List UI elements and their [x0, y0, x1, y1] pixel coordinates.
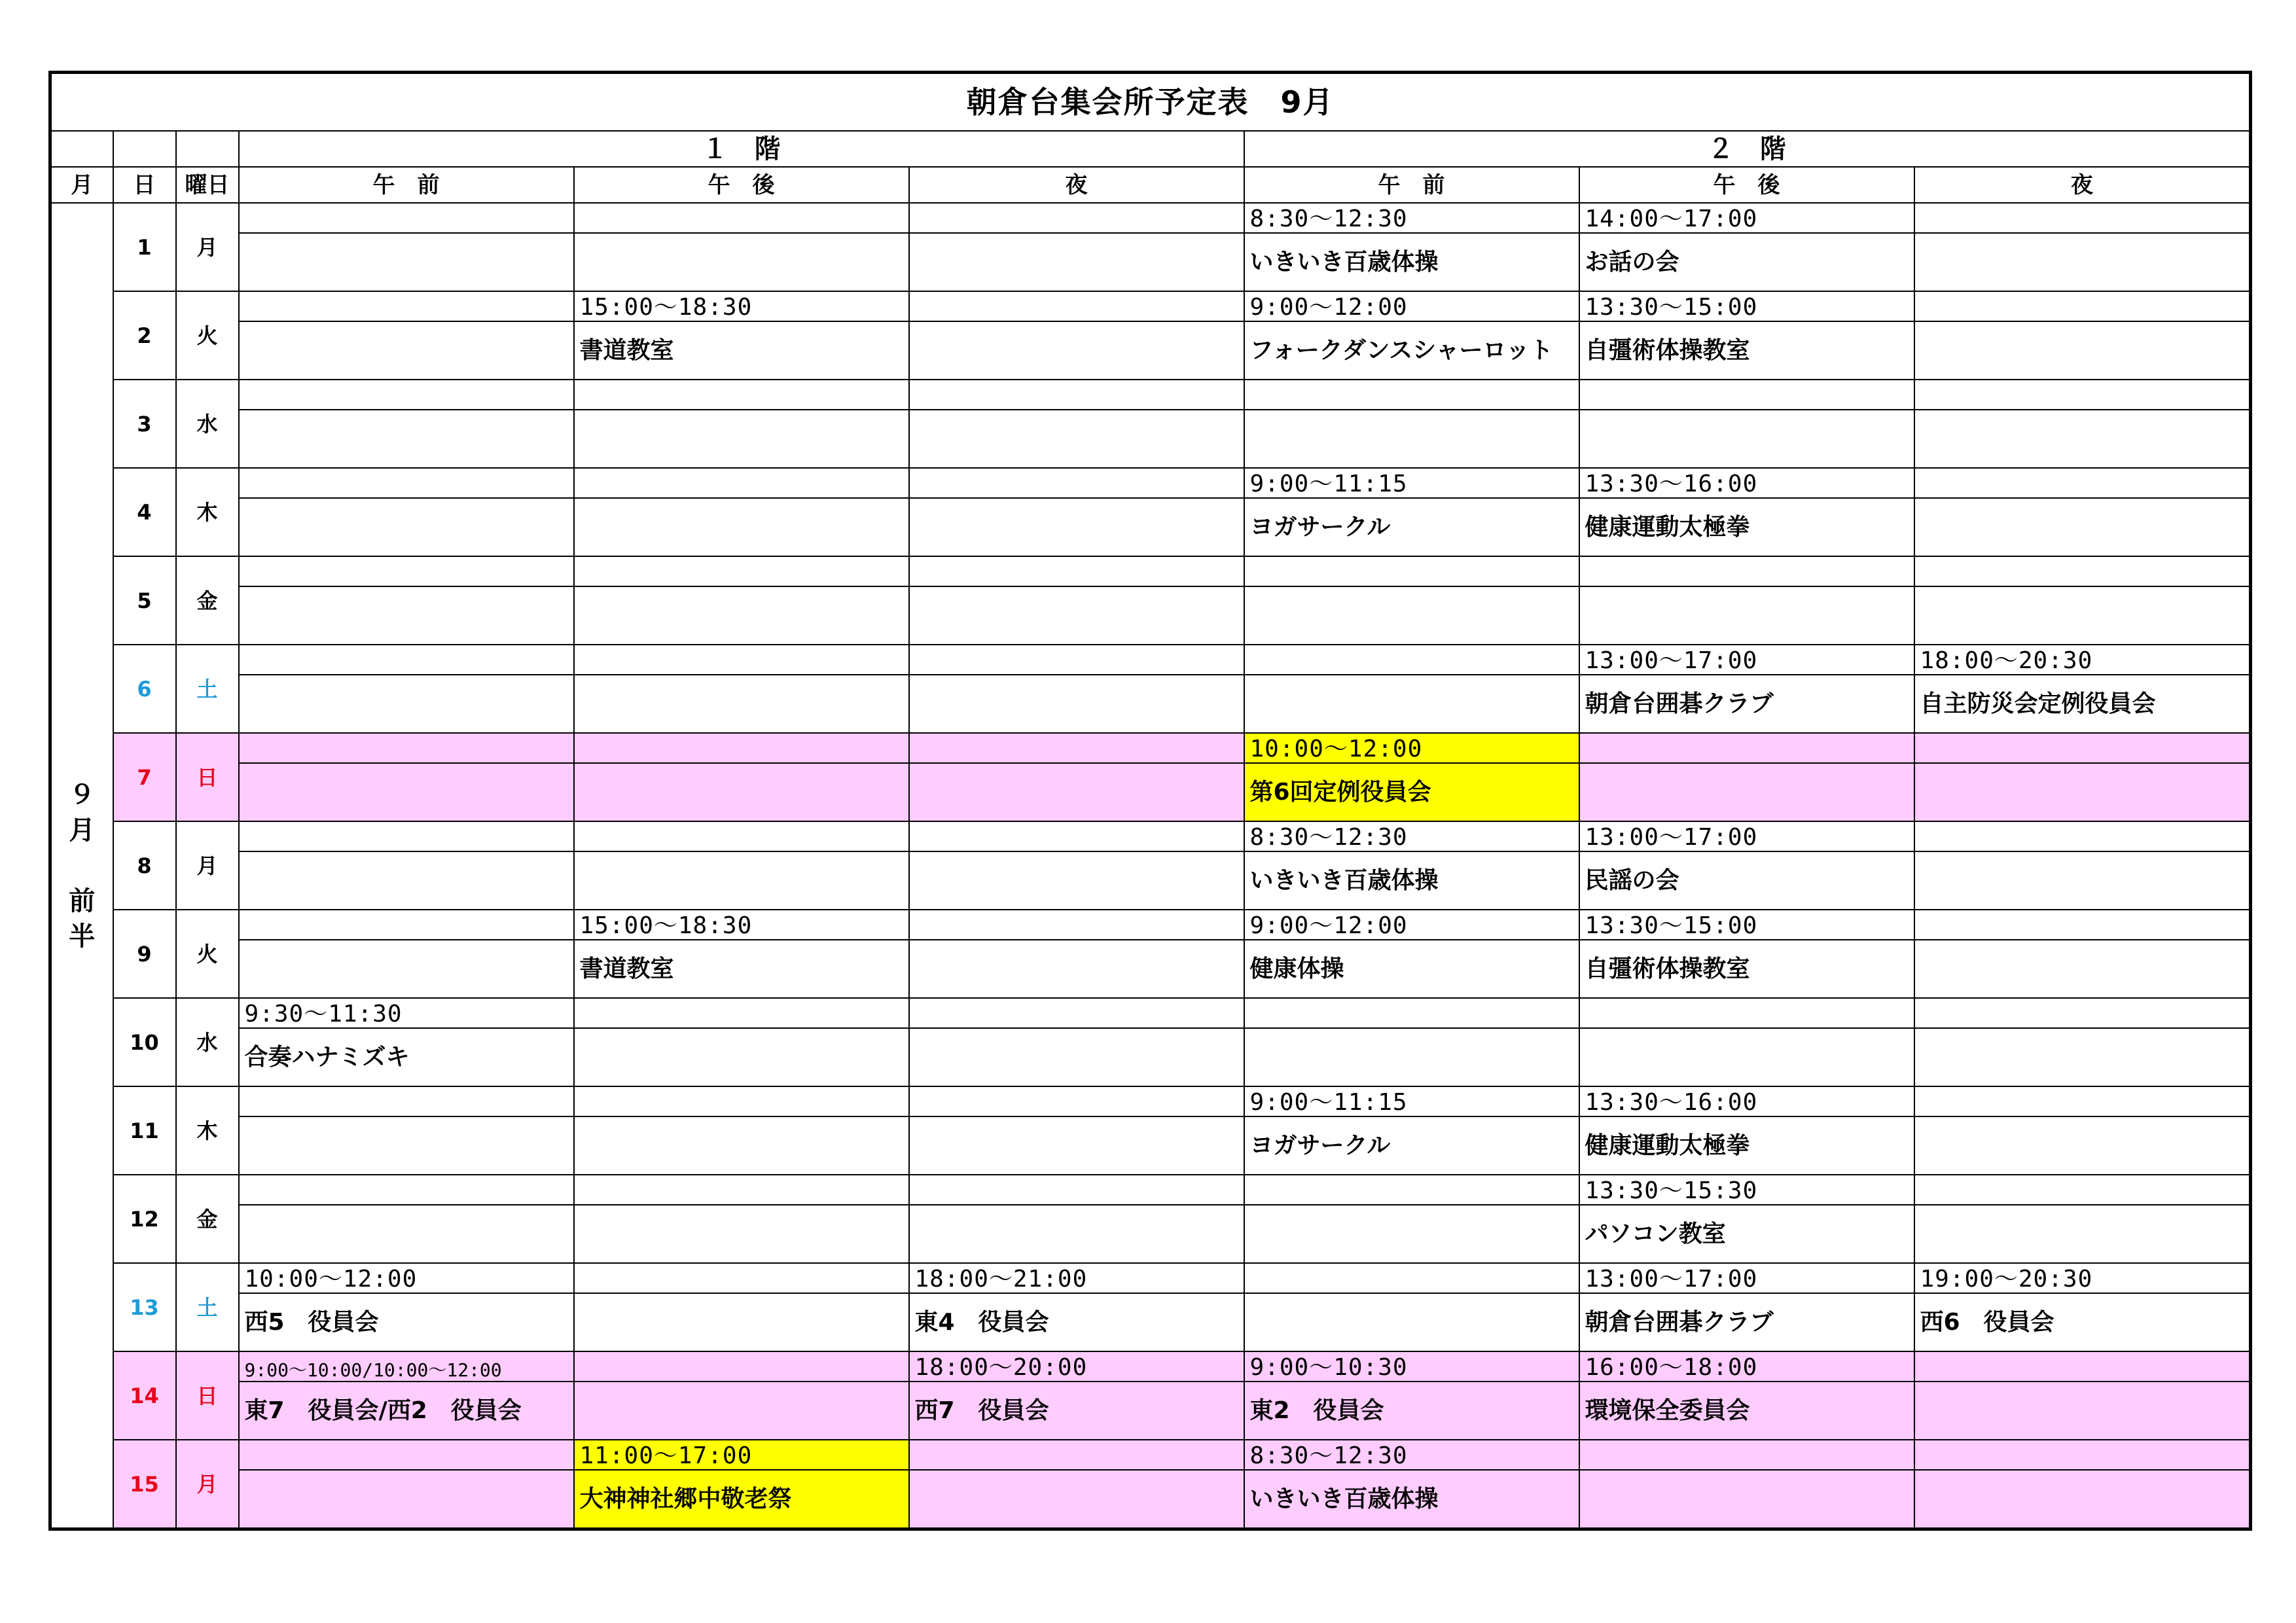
slot-1f-am-time — [239, 291, 574, 321]
slot-2f-pm-event — [1579, 763, 1914, 821]
slot-1f-night-time — [909, 998, 1244, 1028]
slot-2f-pm-time — [1579, 556, 1914, 586]
slot-1f-pm-event: 大神神社郷中敬老祭 — [574, 1470, 909, 1529]
day-row-event — [50, 586, 2251, 645]
slot-2f-night-time — [1914, 291, 2251, 321]
slot-2f-pm-time: 13:00～17:00 — [1579, 645, 1914, 675]
slot-1f-am-event — [239, 321, 574, 380]
slot-1f-am-event — [239, 498, 574, 556]
weekday-label: 土 — [176, 645, 239, 733]
slot-1f-am-event: 東7 役員会/西2 役員会 — [239, 1382, 574, 1440]
slot-2f-pm-time — [1579, 998, 1914, 1028]
slot-2f-night-time — [1914, 998, 2251, 1028]
slot-1f-am-time — [239, 1175, 574, 1205]
day-row-time — [50, 1175, 2251, 1205]
day-row-time — [50, 1440, 2251, 1470]
slot-1f-pm-time — [574, 645, 909, 675]
day-number: 14 — [113, 1351, 176, 1440]
slot-2f-pm-time — [1579, 1440, 1914, 1470]
slot-1f-night-event — [909, 410, 1244, 468]
slot-header-2f-pm: 午 後 — [1579, 167, 1914, 203]
page-title: 朝倉台集会所予定表 9月 — [50, 73, 2251, 132]
month-label: ９ 月 前 半 — [50, 203, 113, 1529]
slot-2f-night-event — [1914, 1470, 2251, 1529]
slot-1f-night-time — [909, 910, 1244, 940]
slot-1f-pm-event — [574, 1116, 909, 1175]
slot-2f-night-time — [1914, 468, 2251, 498]
day-number: 7 — [113, 733, 176, 821]
weekday-header: 曜日 — [176, 167, 239, 203]
slot-2f-night-event — [1914, 763, 2251, 821]
weekday-label: 金 — [176, 556, 239, 645]
slot-2f-am-event — [1244, 410, 1579, 468]
slot-1f-night-event — [909, 675, 1244, 733]
day-number: 10 — [113, 998, 176, 1086]
day-row-time — [50, 998, 2251, 1028]
day-row-time — [50, 556, 2251, 586]
slot-1f-night-event: 西7 役員会 — [909, 1382, 1244, 1440]
slot-2f-night-event — [1914, 851, 2251, 910]
day-row-time — [50, 1086, 2251, 1116]
weekday-label: 月 — [176, 1440, 239, 1529]
slot-1f-night-time — [909, 556, 1244, 586]
weekday-label: 水 — [176, 380, 239, 468]
slot-1f-night-event — [909, 321, 1244, 380]
slot-1f-night-event — [909, 763, 1244, 821]
slot-2f-am-time: 9:00～12:00 — [1244, 910, 1579, 940]
slot-2f-night-event — [1914, 498, 2251, 556]
slot-2f-am-time: 10:00～12:00 — [1244, 733, 1579, 763]
slot-2f-night-time — [1914, 733, 2251, 763]
slot-2f-am-time — [1244, 380, 1579, 410]
slot-2f-pm-event: 朝倉台囲碁クラブ — [1579, 1293, 1914, 1351]
blank-cell — [176, 131, 239, 167]
slot-1f-night-time — [909, 1440, 1244, 1470]
slot-2f-night-event — [1914, 233, 2251, 291]
day-row-time — [50, 468, 2251, 498]
slot-2f-night-event — [1914, 1116, 2251, 1175]
slot-2f-pm-event: 民謡の会 — [1579, 851, 1914, 910]
slot-2f-night-event — [1914, 586, 2251, 645]
day-row-time — [50, 203, 2251, 233]
day-row-event — [50, 1028, 2251, 1086]
slot-2f-pm-time — [1579, 380, 1914, 410]
slot-2f-night-event — [1914, 1205, 2251, 1263]
slot-2f-pm-event — [1579, 586, 1914, 645]
slot-2f-am-time: 9:00～11:15 — [1244, 468, 1579, 498]
slot-1f-am-time — [239, 1086, 574, 1116]
day-row-event — [50, 410, 2251, 468]
slot-2f-pm-event: 環境保全委員会 — [1579, 1382, 1914, 1440]
slot-1f-night-time — [909, 733, 1244, 763]
slot-1f-pm-time — [574, 556, 909, 586]
slot-2f-pm-event: 健康運動太極拳 — [1579, 1116, 1914, 1175]
slot-1f-pm-time: 15:00～18:30 — [574, 291, 909, 321]
slot-1f-am-event: 西5 役員会 — [239, 1293, 574, 1351]
slot-2f-pm-event — [1579, 1470, 1914, 1529]
slot-2f-am-time: 8:30～12:30 — [1244, 203, 1579, 233]
slot-2f-am-time: 9:00～10:30 — [1244, 1351, 1579, 1382]
day-number: 4 — [113, 468, 176, 556]
slot-1f-pm-event — [574, 763, 909, 821]
slot-2f-pm-time: 13:30～15:00 — [1579, 291, 1914, 321]
day-row-event — [50, 498, 2251, 556]
slot-2f-night-event — [1914, 321, 2251, 380]
slot-2f-am-event: 健康体操 — [1244, 940, 1579, 998]
day-number: 8 — [113, 821, 176, 910]
slot-2f-pm-event: パソコン教室 — [1579, 1205, 1914, 1263]
slot-1f-night-time: 18:00～21:00 — [909, 1263, 1244, 1293]
slot-2f-night-time — [1914, 821, 2251, 851]
day-number: 2 — [113, 291, 176, 380]
slot-1f-am-event — [239, 586, 574, 645]
weekday-label: 木 — [176, 1086, 239, 1175]
day-row-time — [50, 733, 2251, 763]
slot-1f-am-event — [239, 851, 574, 910]
slot-1f-am-event: 合奏ハナミズキ — [239, 1028, 574, 1086]
day-row-event — [50, 1382, 2251, 1440]
slot-2f-am-time — [1244, 556, 1579, 586]
weekday-label: 月 — [176, 821, 239, 910]
slot-1f-am-event — [239, 1470, 574, 1529]
day-row-event — [50, 233, 2251, 291]
floor-2-header: ２ 階 — [1244, 131, 2251, 167]
slot-2f-night-time — [1914, 1351, 2251, 1382]
slot-2f-am-time — [1244, 645, 1579, 675]
slot-2f-pm-time: 13:30～16:00 — [1579, 1086, 1914, 1116]
day-number: 12 — [113, 1175, 176, 1263]
slot-1f-am-event — [239, 410, 574, 468]
slot-2f-am-time — [1244, 1175, 1579, 1205]
slot-2f-night-time: 19:00～20:30 — [1914, 1263, 2251, 1293]
slot-2f-am-event: いきいき百歳体操 — [1244, 233, 1579, 291]
slot-1f-pm-event — [574, 233, 909, 291]
slot-1f-night-event: 東4 役員会 — [909, 1293, 1244, 1351]
slot-1f-am-time — [239, 733, 574, 763]
day-number: 5 — [113, 556, 176, 645]
day-row-event — [50, 1205, 2251, 1263]
slot-1f-am-event — [239, 763, 574, 821]
slot-1f-night-time: 18:00～20:00 — [909, 1351, 1244, 1382]
slot-1f-pm-event — [574, 1205, 909, 1263]
slot-1f-pm-time — [574, 1086, 909, 1116]
slot-2f-am-event: いきいき百歳体操 — [1244, 851, 1579, 910]
slot-2f-pm-time: 16:00～18:00 — [1579, 1351, 1914, 1382]
slot-1f-night-event — [909, 1205, 1244, 1263]
slot-header-2f-night: 夜 — [1914, 167, 2251, 203]
slot-1f-am-time — [239, 645, 574, 675]
day-row-event — [50, 321, 2251, 380]
slot-2f-am-time — [1244, 1263, 1579, 1293]
slot-1f-am-time: 9:00～10:00/10:00～12:00 — [239, 1351, 574, 1382]
slot-1f-night-time — [909, 468, 1244, 498]
slot-1f-am-event — [239, 675, 574, 733]
day-number: 13 — [113, 1263, 176, 1351]
day-row-event — [50, 1470, 2251, 1529]
weekday-label: 木 — [176, 468, 239, 556]
slot-1f-am-event — [239, 1205, 574, 1263]
slot-1f-night-event — [909, 940, 1244, 998]
slot-1f-am-time: 9:30～11:30 — [239, 998, 574, 1028]
slot-2f-pm-event: 自彊術体操教室 — [1579, 321, 1914, 380]
blank-cell — [113, 131, 176, 167]
day-row-event — [50, 1293, 2251, 1351]
slot-2f-pm-event: 健康運動太極拳 — [1579, 498, 1914, 556]
slot-1f-night-event — [909, 233, 1244, 291]
slot-1f-night-event — [909, 1028, 1244, 1086]
day-number: 3 — [113, 380, 176, 468]
slot-1f-pm-time — [574, 1351, 909, 1382]
slot-1f-night-event — [909, 1470, 1244, 1529]
weekday-label: 火 — [176, 291, 239, 380]
day-row-time — [50, 291, 2251, 321]
weekday-label: 日 — [176, 733, 239, 821]
schedule-table — [48, 71, 2252, 1531]
day-row-time — [50, 380, 2251, 410]
slot-1f-pm-event — [574, 1293, 909, 1351]
slot-1f-night-time — [909, 645, 1244, 675]
slot-2f-night-event — [1914, 410, 2251, 468]
slot-2f-am-event: フォークダンスシャーロット — [1244, 321, 1579, 380]
slot-2f-am-time: 9:00～11:15 — [1244, 1086, 1579, 1116]
day-row-event — [50, 851, 2251, 910]
slot-1f-pm-time — [574, 821, 909, 851]
slot-1f-am-time — [239, 468, 574, 498]
slot-1f-pm-time — [574, 468, 909, 498]
slot-1f-night-event — [909, 851, 1244, 910]
slot-2f-am-event — [1244, 1028, 1579, 1086]
day-row-event — [50, 763, 2251, 821]
slot-1f-pm-event — [574, 1028, 909, 1086]
slot-header-1f-night: 夜 — [909, 167, 1244, 203]
slot-2f-am-event: いきいき百歳体操 — [1244, 1470, 1579, 1529]
slot-2f-night-time — [1914, 556, 2251, 586]
slot-2f-am-event: 第6回定例役員会 — [1244, 763, 1579, 821]
slot-2f-am-event — [1244, 1205, 1579, 1263]
slot-2f-night-time — [1914, 380, 2251, 410]
slot-1f-am-event — [239, 1116, 574, 1175]
slot-2f-pm-event: お話の会 — [1579, 233, 1914, 291]
slot-1f-night-time — [909, 821, 1244, 851]
slot-2f-pm-time: 13:00～17:00 — [1579, 821, 1914, 851]
slot-2f-night-time — [1914, 1086, 2251, 1116]
day-row-event — [50, 1116, 2251, 1175]
slot-2f-night-time — [1914, 910, 2251, 940]
slot-1f-pm-event — [574, 410, 909, 468]
slot-1f-pm-event — [574, 851, 909, 910]
slot-2f-am-event: ヨガサークル — [1244, 1116, 1579, 1175]
slot-1f-pm-event — [574, 675, 909, 733]
slot-2f-night-time: 18:00～20:30 — [1914, 645, 2251, 675]
slot-2f-pm-time: 13:00～17:00 — [1579, 1263, 1914, 1293]
slot-1f-night-event — [909, 586, 1244, 645]
slot-1f-pm-event — [574, 1382, 909, 1440]
weekday-label: 月 — [176, 203, 239, 291]
slot-1f-night-event — [909, 1116, 1244, 1175]
slot-2f-night-event: 自主防災会定例役員会 — [1914, 675, 2251, 733]
slot-2f-pm-event: 自彊術体操教室 — [1579, 940, 1914, 998]
slot-2f-am-event: 東2 役員会 — [1244, 1382, 1579, 1440]
slot-2f-pm-event — [1579, 410, 1914, 468]
slot-2f-pm-event: 朝倉台囲碁クラブ — [1579, 675, 1914, 733]
slot-2f-pm-time: 13:30～16:00 — [1579, 468, 1914, 498]
day-row-event — [50, 675, 2251, 733]
slot-1f-pm-time — [574, 998, 909, 1028]
slot-2f-pm-time: 13:30～15:30 — [1579, 1175, 1914, 1205]
slot-1f-am-event — [239, 233, 574, 291]
day-number: 15 — [113, 1440, 176, 1529]
slot-2f-pm-time: 13:30～15:00 — [1579, 910, 1914, 940]
weekday-label: 金 — [176, 1175, 239, 1263]
slot-2f-pm-time — [1579, 733, 1914, 763]
slot-1f-am-time — [239, 380, 574, 410]
slot-2f-am-event — [1244, 1293, 1579, 1351]
slot-1f-pm-time — [574, 733, 909, 763]
slot-header-2f-am: 午 前 — [1244, 167, 1579, 203]
slot-1f-am-time: 10:00～12:00 — [239, 1263, 574, 1293]
slot-2f-am-event — [1244, 675, 1579, 733]
slot-1f-pm-time — [574, 203, 909, 233]
slot-1f-pm-time — [574, 1263, 909, 1293]
slot-1f-night-time — [909, 203, 1244, 233]
slot-2f-am-time: 8:30～12:30 — [1244, 821, 1579, 851]
slot-1f-pm-time — [574, 1175, 909, 1205]
slot-1f-night-time — [909, 291, 1244, 321]
slot-2f-pm-event — [1579, 1028, 1914, 1086]
slot-1f-night-time — [909, 1175, 1244, 1205]
slot-2f-am-time: 8:30～12:30 — [1244, 1440, 1579, 1470]
day-number: 11 — [113, 1086, 176, 1175]
slot-2f-am-time: 9:00～12:00 — [1244, 291, 1579, 321]
day-header: 日 — [113, 167, 176, 203]
slot-1f-pm-event — [574, 498, 909, 556]
slot-1f-pm-event: 書道教室 — [574, 321, 909, 380]
slot-1f-pm-time: 11:00～17:00 — [574, 1440, 909, 1470]
slot-2f-night-time — [1914, 203, 2251, 233]
weekday-label: 火 — [176, 910, 239, 998]
day-row-time — [50, 821, 2251, 851]
slot-1f-am-time — [239, 821, 574, 851]
slot-2f-am-event: ヨガサークル — [1244, 498, 1579, 556]
slot-1f-am-time — [239, 1440, 574, 1470]
slot-2f-night-time — [1914, 1175, 2251, 1205]
slot-header-1f-pm: 午 後 — [574, 167, 909, 203]
slot-header-1f-am: 午 前 — [239, 167, 574, 203]
month-header: 月 — [50, 167, 113, 203]
day-row-time — [50, 910, 2251, 940]
floor-1-header: １ 階 — [239, 131, 1244, 167]
slot-1f-am-event — [239, 940, 574, 998]
slot-2f-am-event — [1244, 586, 1579, 645]
day-number: 9 — [113, 910, 176, 998]
slot-2f-night-event — [1914, 940, 2251, 998]
slot-1f-night-event — [909, 498, 1244, 556]
slot-2f-night-time — [1914, 1440, 2251, 1470]
day-number: 6 — [113, 645, 176, 733]
weekday-label: 土 — [176, 1263, 239, 1351]
slot-1f-am-time — [239, 556, 574, 586]
slot-2f-pm-time: 14:00～17:00 — [1579, 203, 1914, 233]
weekday-label: 日 — [176, 1351, 239, 1440]
slot-2f-night-event — [1914, 1382, 2251, 1440]
day-row-event — [50, 940, 2251, 998]
slot-1f-pm-time — [574, 380, 909, 410]
blank-cell — [50, 131, 113, 167]
day-row-time — [50, 1351, 2251, 1382]
slot-1f-am-time — [239, 203, 574, 233]
slot-1f-am-time — [239, 910, 574, 940]
day-row-time — [50, 1263, 2251, 1293]
slot-1f-pm-event — [574, 586, 909, 645]
slot-2f-night-event: 西6 役員会 — [1914, 1293, 2251, 1351]
slot-1f-pm-time: 15:00～18:30 — [574, 910, 909, 940]
slot-2f-am-time — [1244, 998, 1579, 1028]
slot-1f-pm-event: 書道教室 — [574, 940, 909, 998]
slot-1f-night-time — [909, 1086, 1244, 1116]
day-number: 1 — [113, 203, 176, 291]
slot-2f-night-event — [1914, 1028, 2251, 1086]
slot-1f-night-time — [909, 380, 1244, 410]
day-row-time — [50, 645, 2251, 675]
weekday-label: 水 — [176, 998, 239, 1086]
